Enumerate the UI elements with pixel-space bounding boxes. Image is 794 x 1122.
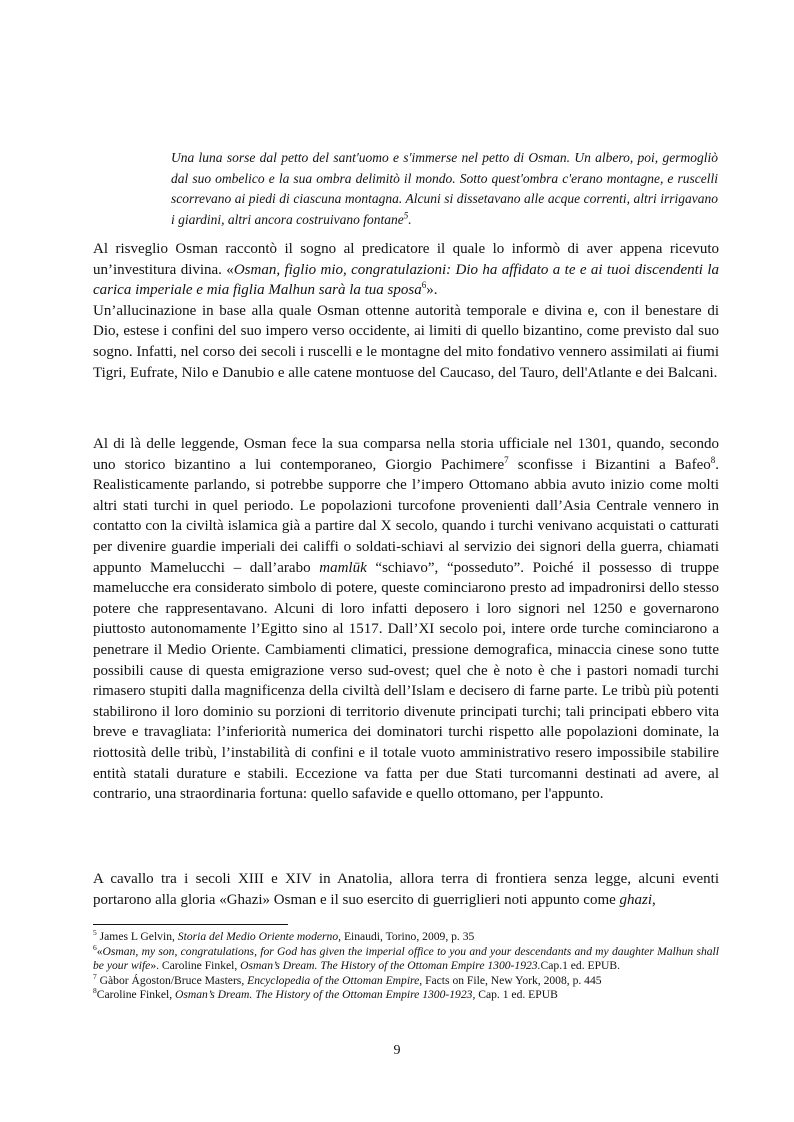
block-quote [171, 148, 718, 230]
footnote-number: 5 [93, 928, 97, 938]
text-run: ». Caroline Finkel, [150, 959, 241, 973]
italic-quote: Osman, figlio mio, congratulazioni: Dio ha affidato a te e ai tuoi discendenti la carica imperiale e mia figlia Malhun sarà la tua sposa [93, 261, 719, 299]
text-run: A cavallo tra i secoli XIII e XIV in Anatolia, allora terra di frontiera senza legge, alcuni eventi portarono alla gloria «Ghazi» Osman e il suo esercito di guerriglieri noti appunto come [93, 871, 719, 908]
footnote-8 [93, 988, 719, 1003]
text-run: “schiavo”, “posseduto”. Poiché il possesso di truppe mamelucche era considerato simbolo di potere, queste cominciarono presto ad impadronirsi dello stesso potere che rappresentavano. Alcuni di loro infatti deposero i loro signori nel 1250 e governarono piuttosto autonomamente l’Egitto sino al 1517. Dall’XI secolo poi, intere orde turche cominciarono a penetrare il Medio Oriente. Cambiamenti climatici, pressione demografica, minaccia cinese sono tutte possibili cause di questa emigrazione verso sud-ovest; quel che è noto è che i pastori nomadi turchi rimasero stupiti dalla magnificenza della civiltà dell’Islam e decisero di farne parte. Le tribù più potenti stabilirono il loro dominio su porzioni di territorio divenute principati turchi; tali principati ebbero vita breve e travagliata: l’inferiorità numerica dei dominatori turchi rispetto alle popolazioni dominate, la riottosità delle tribù, l’instabilità di confini e il totale vuoto amministrativo resero impossibile stabilire entità statali durature e stabili. Eccezione va fatta per due Stati turcomanni destinati ad avere, al contrario, una straordinaria fortuna: quello safavide e quello ottomano, per l'appunto. [93, 559, 719, 803]
text-run: , [652, 891, 656, 908]
italic-term-mamluk: mamlūk [319, 559, 367, 576]
footnote-title: Osman’s Dream. The History of the Ottoman Empire 1300-1923. [240, 959, 541, 973]
footnote-title: Encyclopedia of the Ottoman Empire, [247, 973, 423, 987]
quote-text: Una luna sorse dal petto del sant'uomo e s'immerse nel petto di Osman. Un albero, poi, germogliò dal suo ombelico e la sua ombra delimitò il mondo. Sotto quest'ombra c'erano montagne, e ruscelli scorrevano ai piedi di ciascuna montagna. Alcuni si dissetavano alle acque correnti, altri irrigavano i giardini, altri ancora costruivano fontane [171, 150, 718, 227]
text-run: « [96, 944, 103, 958]
text-run: . Realisticamente parlando, si potrebbe supporre che l’impero Ottomano abbia avuto inizio come molti altri stati turchi in quel periodo. Le popolazioni turcofone provenienti dall’Asia Centrale vennero in contatto con la civiltà islamica già a partire dal X secolo, quando i turchi venivano acquistati o catturati per divenire guardie imperiali dei califfi o soldati-schiavi al servizio dei signori della guerra, chiamati appunto Mamelucchi – dall’arabo [93, 456, 719, 576]
text-run: sconfisse i Bizantini a Bafeo [508, 456, 711, 473]
text-run: Cap. 1 ed. EPUB [475, 988, 558, 1002]
paragraph-legends [93, 434, 719, 805]
text-run: Facts on File, New York, 2008, p. 445 [422, 973, 602, 987]
text-run: Al risveglio Osman raccontò il sogno al predicatore il quale lo informò di aver appena ricevuto un’investitura divina. « [93, 241, 719, 278]
footnote-quote: Osman, my son, congratulations, for God has given the imperial office to you and your descendants and my daughter Malhun shall be your wife [93, 944, 719, 973]
footnote-separator [93, 924, 288, 925]
quote-end: . [408, 211, 412, 227]
footnote-title: Osman’s Dream. The History of the Ottoman Empire 1300-1923, [175, 988, 476, 1002]
text-run: Caroline Finkel, [96, 988, 175, 1002]
footnote-ref-7[interactable]: 7 [504, 454, 509, 465]
footnote-ref-5[interactable]: 5 [403, 210, 409, 221]
footnote-5 [93, 930, 719, 945]
footnote-7 [93, 971, 719, 989]
paragraph-anatolia [93, 869, 719, 910]
italic-term-ghazi: ghazi [619, 891, 653, 908]
paragraph-hallucination: Un’allucinazione in base alla quale Osman ottenne autorità temporale e divina e, con il benestare di Dio, estese i confini del suo impero verso occidente, ai limiti di quello bizantino, come previsto dal suo sogno. Infatti, nel corso dei secoli i ruscelli e le montagne del mito fondativo vennero assimilati ai fiumi Tigri, Eufrate, Nilo e Danubio e alle catene montuose del Caucaso, del Tauro, dell'Atlante e dei Balcani. [93, 302, 719, 381]
text-run: ». [426, 282, 438, 299]
footnote-number: 7 [93, 971, 97, 981]
text-run: Al di là delle leggende, Osman fece la sua comparsa nella storia ufficiale nel 1301, quando, secondo uno storico bizantino a lui contemporaneo, Giorgio Pachimere [93, 436, 719, 473]
footnote-number: 8 [93, 986, 97, 996]
footnotes [93, 930, 719, 1003]
paragraph-ghazi [93, 869, 719, 910]
footnote-ref-8[interactable]: 8 [710, 454, 716, 465]
footnote-title: Storia del Medio Oriente moderno [177, 930, 339, 943]
footnote-ref-6[interactable]: 6 [421, 280, 427, 291]
text-run: Cap.1 ed. EPUB. [540, 959, 621, 973]
text-run: Gàbor Ágoston/Bruce Masters, [96, 973, 248, 987]
text-run: James L Gelvin, [96, 930, 178, 943]
paragraph-dream [93, 239, 719, 383]
footnote-number: 6 [93, 942, 97, 952]
text-run: , Einaudi, Torino, 2009, p. 35 [338, 930, 475, 943]
footnote-6 [93, 942, 719, 974]
page-number: 9 [393, 1043, 401, 1058]
paragraph-history [93, 434, 719, 805]
paragraph-awakening [93, 239, 719, 301]
